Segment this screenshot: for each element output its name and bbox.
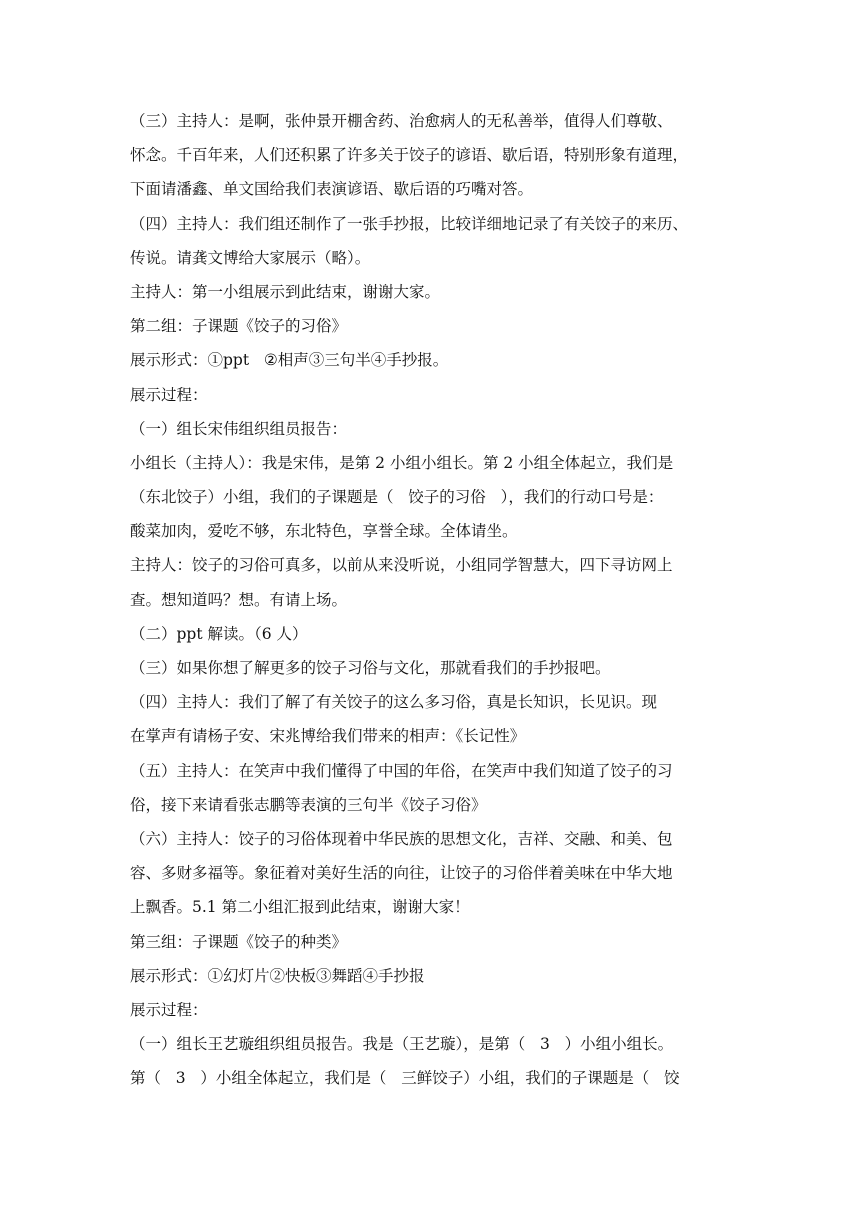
text-line: 主持人：饺子的习俗可真多，以前从来没听说，小组同学智慧大，四下寻访网上 [130, 556, 673, 575]
text-line: 小组长（主持人）：我是宋伟，是第 2 小组小组长。第 2 小组全体起立，我们是 [130, 453, 674, 472]
text-line: （东北饺子）小组，我们的子课题是（ 饺子的习俗 ），我们的行动口号是： [130, 488, 664, 507]
text-line: （三）主持人：是啊，张仲景开棚舍药、治愈病人的无私善举，值得人们尊敬、 [130, 112, 673, 130]
text-line: 在掌声有请杨子安、宋兆博给我们带来的相声：《长记性》 [130, 727, 526, 746]
text-line: （六）主持人：饺子的习俗体现着中华民族的思想文化，吉祥、交融、和美、包 [130, 829, 673, 848]
text-line: 上飘香。5.1 第二小组汇报到此结束，谢谢大家！ [130, 898, 470, 917]
text-line: 主持人：第一小组展示到此结束，谢谢大家。 [130, 282, 441, 301]
text-line: 怀念。千百年来，人们还积累了许多关于饺子的谚语、歇后语，特别形象有道理， [130, 146, 689, 165]
text-line: （一）组长宋伟组织组员报告： [130, 419, 348, 438]
text-line: 展示过程： [130, 1000, 208, 1019]
text-line: 展示形式：①ppt ②相声③三句半④手抄报。 [130, 351, 449, 370]
text-line: （四）主持人：我们了解了有关饺子的这么多习俗，真是长知识，长见识。现 [130, 693, 658, 712]
text-line: 展示形式：①幻灯片②快板③舞蹈④手抄报 [130, 966, 425, 985]
text-line: 下面请潘鑫、单文国给我们表演谚语、歇后语的巧嘴对答。 [130, 180, 534, 199]
text-line: 第（ 3 ）小组全体起立，我们是（ 三鲜饺子）小组，我们的子课题是（ 饺 [130, 1069, 680, 1088]
text-line: 酸菜加肉，爱吃不够，东北特色，享誉全球。全体请坐。 [130, 522, 518, 541]
text-line: 俗，接下来请看张志鹏等表演的三句半《饺子习俗》 [130, 795, 487, 814]
text-line: 查。想知道吗？想。有请上场。 [130, 590, 348, 609]
text-line: （一）组长王艺璇组织组员报告。我是（王艺璇），是第（ 3 ）小组小组长。 [130, 1035, 674, 1054]
text-line: （三）如果你想了解更多的饺子习俗与文化，那就看我们的手抄报吧。 [130, 659, 611, 677]
text-line: （五）主持人：在笑声中我们懂得了中国的年俗，在笑声中我们知道了饺子的习 [130, 761, 673, 780]
text-line: 展示过程： [130, 385, 208, 404]
text-line: 容、多财多福等。象征着对美好生活的向往，让饺子的习俗伴着美味在中华大地 [130, 864, 673, 883]
text-line: （二）ppt 解读。（6 人） [130, 624, 308, 643]
text-line: （四）主持人：我们组还制作了一张手抄报，比较详细地记录了有关饺子的来历、 [130, 214, 689, 233]
text-line: 传说。请龚文博给大家展示（略）。 [130, 248, 371, 267]
section-heading: 第二组：子课题《饺子的习俗》 [130, 317, 348, 336]
document-body [130, 104, 740, 1095]
section-heading: 第三组：子课题《饺子的种类》 [130, 932, 348, 951]
